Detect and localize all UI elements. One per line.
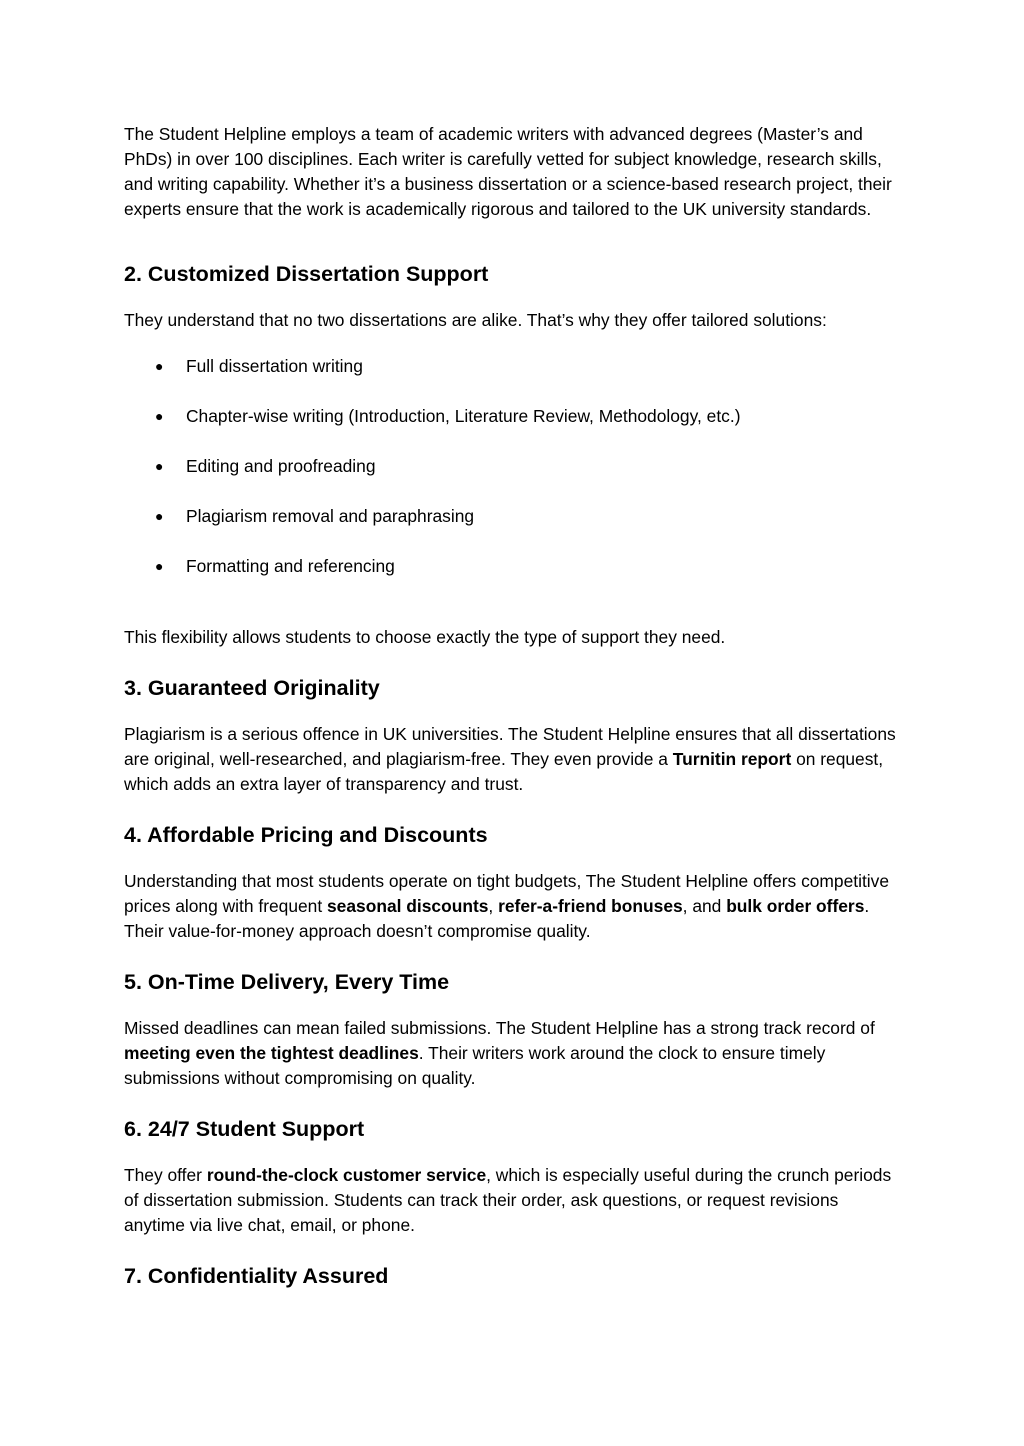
deadlines-emphasis: meeting even the tightest deadlines xyxy=(124,1043,419,1063)
bullet-icon: ● xyxy=(155,558,164,574)
section-2-intro: They understand that no two dissertations are alike. That’s why they offer tailored solutions: xyxy=(124,310,827,330)
list-item xyxy=(124,354,904,379)
section-5-paragraph: Missed deadlines can mean failed submissions. The Student Helpline has a strong track record of meeting even the tightest deadlines. Their writers work around the clock to ensure timely submissions without compromising on quality. xyxy=(124,1018,875,1088)
section-3-heading: 3. Guaranteed Originality xyxy=(124,676,380,700)
list-item xyxy=(124,504,904,529)
turnitin-report-emphasis: Turnitin report xyxy=(672,749,792,769)
section-5-heading: 5. On-Time Delivery, Every Time xyxy=(124,970,450,994)
section-4-heading: 4. Affordable Pricing and Discounts xyxy=(124,823,488,847)
bullet-icon: ● xyxy=(155,458,164,474)
list-item-text: Editing and proofreading xyxy=(186,456,376,476)
bullet-icon: ● xyxy=(155,508,164,524)
section-7-heading: 7. Confidentiality Assured xyxy=(124,1264,389,1288)
list-item-text: Plagiarism removal and paraphrasing xyxy=(186,506,475,526)
intro-paragraph: The Student Helpline employs a team of academic writers with advanced degrees (Master’s and PhDs) in over 100 disciplines. Each writer is carefully vetted for subject knowledge, research skills, and writing capability. Whether it’s a business dissertation or a science-based research project, their experts ensure that the work is academically rigorous and tailored to the UK university standards. xyxy=(124,124,892,219)
bullet-icon: ● xyxy=(155,358,164,374)
section-6-heading: 6. 24/7 Student Support xyxy=(124,1117,365,1141)
list-item-text: Formatting and referencing xyxy=(186,556,395,576)
section-6-paragraph: They offer round-the-clock customer service, which is especially useful during the crunch periods of dissertation submission. Students can track their order, ask questions, or request revisions anytime via live chat, email, or phone. xyxy=(124,1165,892,1235)
section-2-outro: This flexibility allows students to choose exactly the type of support they need. xyxy=(124,627,726,647)
list-item-text: Chapter-wise writing (Introduction, Literature Review, Methodology, etc.) xyxy=(186,406,741,426)
bullet-icon: ● xyxy=(155,408,164,424)
seasonal-discounts-emphasis: seasonal discounts xyxy=(327,896,489,916)
support-options-list xyxy=(124,354,904,579)
bulk-order-emphasis: bulk order offers xyxy=(726,896,865,916)
list-item-text: Full dissertation writing xyxy=(186,356,363,376)
list-item xyxy=(124,404,904,429)
refer-a-friend-emphasis: refer-a-friend bonuses xyxy=(498,896,683,916)
section-2-heading: 2. Customized Dissertation Support xyxy=(124,262,489,286)
list-item xyxy=(124,554,904,579)
section-4-paragraph: Understanding that most students operate on tight budgets, The Student Helpline offers competitive prices along with frequent seasonal discounts, refer-a-friend bonuses, and bulk order offers. Their value-for-money approach doesn’t compromise quality. xyxy=(124,871,890,941)
list-item xyxy=(124,454,904,479)
section-3-paragraph: Plagiarism is a serious offence in UK universities. The Student Helpline ensures that all dissertations are original, well-researched, and plagiarism-free. They even provide a Turnitin report on request, which adds an extra layer of transparency and trust. xyxy=(124,724,896,794)
customer-service-emphasis: round-the-clock customer service xyxy=(206,1165,487,1185)
